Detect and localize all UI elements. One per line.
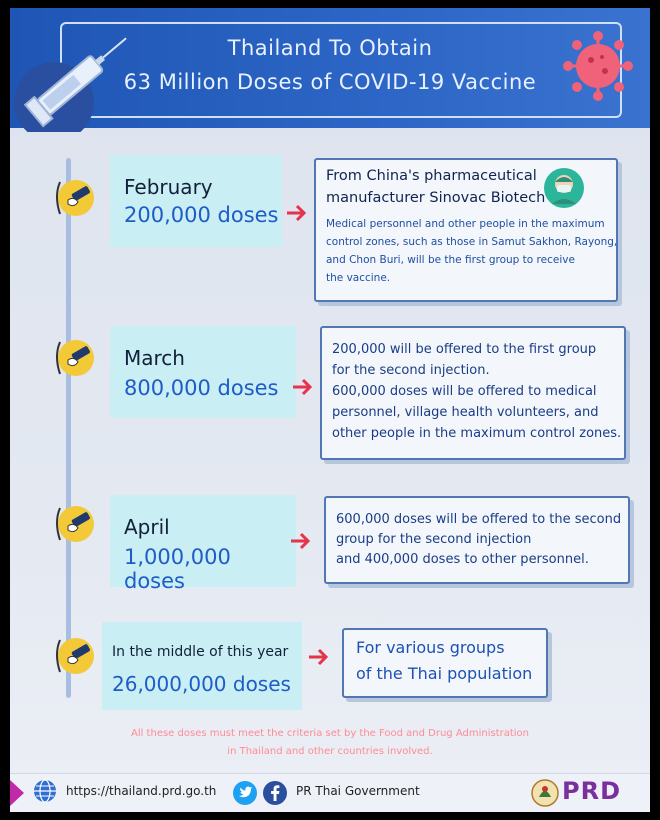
info-box-april <box>324 496 630 584</box>
info-text: of the Thai population <box>356 664 533 683</box>
footnote-line-1: All these doses must meet the criteria set by the Food and Drug Administration <box>130 728 530 739</box>
facebook-icon[interactable] <box>262 780 288 806</box>
play-marker-icon <box>10 780 24 806</box>
month-label: March <box>124 346 185 370</box>
info-text: 600,000 doses will be offered to the second <box>336 512 622 527</box>
title-line-2: 63 Million Doses of COVID-19 Vaccine <box>123 70 537 94</box>
info-text: 600,000 doses will be offered to medical <box>332 384 597 399</box>
info-headline: manufacturer Sinovac Biotech <box>326 190 546 206</box>
month-label: In the middle of this year <box>112 644 289 660</box>
injection-badge-icon <box>50 336 96 382</box>
virus-icon <box>558 26 638 106</box>
website-link[interactable]: https://thailand.prd.go.th <box>66 784 217 798</box>
timeline-line <box>66 158 71 698</box>
doctor-avatar-icon <box>544 168 584 208</box>
dose-count: 26,000,000 doses <box>112 672 291 696</box>
arrow-right-icon <box>290 532 312 550</box>
month-card-april <box>110 495 296 593</box>
info-text: and 400,000 doses to other personnel. <box>336 552 589 567</box>
month-card-february <box>110 155 282 247</box>
month-card-march <box>110 326 296 418</box>
social-account-label[interactable]: PR Thai Government <box>296 784 420 798</box>
twitter-icon[interactable] <box>232 780 258 806</box>
prd-emblem-icon <box>530 777 560 809</box>
month-label: April <box>124 515 170 539</box>
info-text: the vaccine. <box>326 272 391 284</box>
month-label: February <box>124 175 213 199</box>
title-line-1: Thailand To Obtain <box>227 36 433 60</box>
info-text: For various groups <box>356 638 505 657</box>
arrow-right-icon <box>286 204 308 222</box>
info-box-february <box>314 158 618 302</box>
info-text: personnel, village health volunteers, and <box>332 405 599 420</box>
globe-icon <box>32 778 58 804</box>
info-box-mid-year <box>342 628 548 698</box>
info-headline: From China's pharmaceutical <box>326 168 537 184</box>
footer <box>10 773 650 812</box>
info-box-march <box>320 326 626 460</box>
injection-badge-icon <box>50 176 96 222</box>
info-text: and Chon Buri, will be the first group to receive <box>326 254 575 266</box>
arrow-right-icon <box>292 378 314 396</box>
prd-logo: PRD <box>562 777 621 805</box>
info-text: other people in the maximum control zones. <box>332 426 622 441</box>
info-text: 200,000 will be offered to the first group <box>332 342 597 357</box>
info-text: Medical personnel and other people in the maximum <box>326 218 605 230</box>
syringe-icon <box>14 22 144 132</box>
infographic <box>10 8 650 812</box>
dose-count: 1,000,000 doses <box>124 545 231 593</box>
info-text: control zones, such as those in Samut Sakhon, Rayong, <box>326 236 618 248</box>
month-card-mid-year <box>102 622 302 710</box>
arrow-right-icon <box>308 648 330 666</box>
footnote-line-2: in Thailand and other countries involved. <box>227 746 433 757</box>
dose-count: 800,000 doses <box>124 376 279 400</box>
info-text: for the second injection. <box>332 363 490 378</box>
injection-badge-icon <box>50 634 96 680</box>
info-text: group for the second injection <box>336 532 532 547</box>
dose-count: 200,000 doses <box>124 203 279 227</box>
injection-badge-icon <box>50 502 96 548</box>
header <box>10 8 650 128</box>
